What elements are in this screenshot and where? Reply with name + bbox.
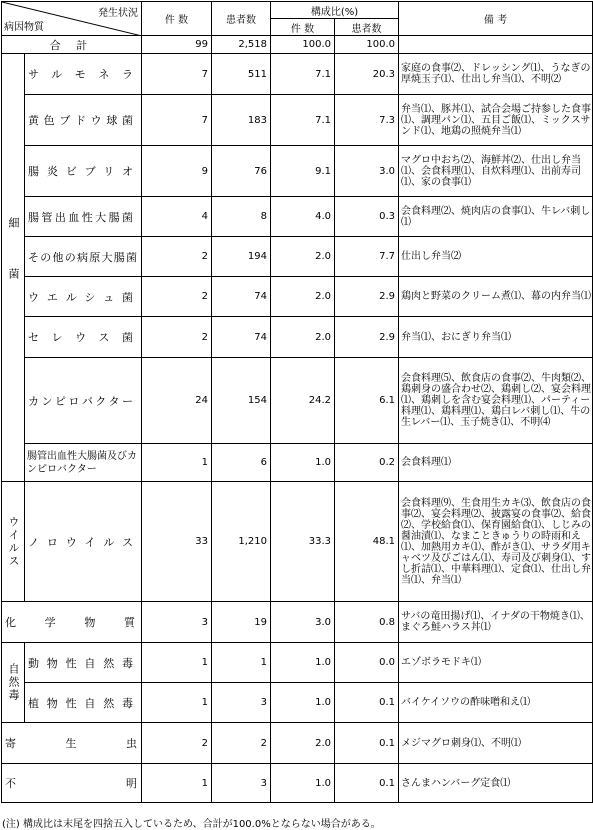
row-ratio-cases: 2.0 (271, 237, 335, 277)
row-name: 動物性自然毒 (25, 643, 142, 683)
group-bacteria: 細菌 (2, 54, 25, 482)
table-row (2, 197, 593, 237)
row-cases: 4 (142, 197, 212, 237)
row-patients: 3 (212, 764, 271, 803)
row-note: 会食料理⑼、生食用生カキ⑶、飲食店の食事⑵、宴会料理⑵、披露宴の食事⑵、給食⑵、学校給食⑴、保育園給食⑴、しじみの醤油漬⑴、なまこときゅうりの時雨和え⑴、加熱用カキ⑴、酢がき⑴、サラダ用キャベツ及びごはん⑴、寿司及び刺身⑴、すし折詰⑴、中華料理⑴、定食⑴、仕出し弁当⑴、弁当⑴ (399, 482, 593, 602)
row-name: カンピロバクター (25, 358, 142, 444)
row-ratio-cases: 1.0 (271, 444, 335, 482)
row-note: 弁当⑴、おにぎり弁当⑴ (399, 317, 593, 358)
row-ratio-patients: 0.1 (335, 723, 399, 764)
row-name: 腸管出血性大腸菌 (25, 197, 142, 237)
header-diagonal-cell (2, 2, 142, 36)
header-ratio-cases: 件 数 (271, 19, 335, 36)
total-cases: 99 (142, 36, 212, 54)
row-cases: 3 (142, 602, 212, 643)
row-patients: 194 (212, 237, 271, 277)
row-ratio-patients: 48.1 (335, 482, 399, 602)
group-natural-toxin: 自然毒 (2, 643, 25, 723)
row-note: 弁当⑴、豚丼⑴、試合会場ご持参した食事⑴、調理パン⑴、五目ご飯⑴、ミックスサンド⑴、地鶏の照焼弁当⑴ (399, 95, 593, 146)
row-ratio-patients: 0.3 (335, 197, 399, 237)
row-note: マグロ中おち⑵、海鮮丼⑵、仕出し弁当⑴、会食料理⑴、自炊料理⑴、出前寿司⑴、家の食事⑴ (399, 146, 593, 197)
group-unknown: 不 明 (2, 764, 142, 803)
row-name: セレウス菌 (25, 317, 142, 358)
table-row (2, 358, 593, 444)
row-note: メジマグロ刺身⑴、不明⑴ (399, 723, 593, 764)
row-ratio-cases: 4.0 (271, 197, 335, 237)
row-cases: 1 (142, 683, 212, 723)
row-patients: 19 (212, 602, 271, 643)
row-ratio-patients: 0.1 (335, 683, 399, 723)
row-note: 会食料理⑸、飲食店の食事⑵、牛肉類⑵、鶏刺身の盛合わせ⑵、鶏刺し⑵、宴会料理⑴、鶏刺しを含む宴会料理⑴、パーティー料理⑴、鶏料理⑴、鶏白レバ刺し⑴、牛の生レバー⑴、玉子焼き⑴、不明⑷ (399, 358, 593, 444)
table-row (2, 95, 593, 146)
table-row (2, 683, 593, 723)
row-cases: 9 (142, 146, 212, 197)
row-ratio-patients: 20.3 (335, 54, 399, 95)
table-row (2, 764, 593, 803)
row-ratio-cases: 2.0 (271, 277, 335, 317)
row-ratio-patients: 7.7 (335, 237, 399, 277)
footnote: (注) 構成比は末尾を四捨五入しているため、合計が100.0%とならない場合がある。 (2, 819, 381, 830)
row-ratio-cases: 33.3 (271, 482, 335, 602)
total-patients: 2,518 (212, 36, 271, 54)
row-patients: 183 (212, 95, 271, 146)
row-patients: 6 (212, 444, 271, 482)
row-ratio-patients: 3.0 (335, 146, 399, 197)
row-patients: 2 (212, 723, 271, 764)
row-ratio-cases: 7.1 (271, 95, 335, 146)
table-row (2, 317, 593, 358)
table-row (2, 237, 593, 277)
row-ratio-patients: 0.0 (335, 643, 399, 683)
total-note (399, 36, 593, 54)
header-situation: 発生状況 (98, 8, 138, 19)
group-chemical: 化 学 物 質 (2, 602, 142, 643)
table-row (2, 602, 593, 643)
row-ratio-cases: 2.0 (271, 723, 335, 764)
row-ratio-cases: 1.0 (271, 683, 335, 723)
row-note: 仕出し弁当⑵ (399, 237, 593, 277)
row-patients: 76 (212, 146, 271, 197)
row-note: バイケイソウの酢味噌和え⑴ (399, 683, 593, 723)
statistics-table (1, 1, 593, 803)
group-parasite: 寄 生 虫 (2, 723, 142, 764)
row-cases: 1 (142, 643, 212, 683)
row-patients: 74 (212, 317, 271, 358)
row-ratio-patients: 7.3 (335, 95, 399, 146)
row-ratio-patients: 0.2 (335, 444, 399, 482)
row-note: 会食料理⑴ (399, 444, 593, 482)
row-patients: 154 (212, 358, 271, 444)
row-ratio-cases: 2.0 (271, 317, 335, 358)
group-virus: ウイルス (2, 482, 25, 602)
row-patients: 8 (212, 197, 271, 237)
table-row (2, 643, 593, 683)
total-row (2, 36, 593, 54)
row-ratio-cases: 24.2 (271, 358, 335, 444)
row-patients: 1,210 (212, 482, 271, 602)
row-name: 黄色ブドウ球菌 (25, 95, 142, 146)
table-row (2, 277, 593, 317)
row-note: 鶏肉と野菜のクリーム煮⑴、幕の内弁当⑴ (399, 277, 593, 317)
row-cases: 33 (142, 482, 212, 602)
header-ratio-patients: 患者数 (335, 19, 399, 36)
row-ratio-cases: 1.0 (271, 764, 335, 803)
row-ratio-patients: 0.1 (335, 764, 399, 803)
row-name: ウエルシュ菌 (25, 277, 142, 317)
row-patients: 511 (212, 54, 271, 95)
row-ratio-cases: 3.0 (271, 602, 335, 643)
table-row (2, 482, 593, 602)
row-cases: 7 (142, 95, 212, 146)
row-name: その他の病原大腸菌 (25, 237, 142, 277)
row-note: サバの竜田揚げ⑴、イナダの干物焼き⑴、まぐろ鮭ハラス丼⑴ (399, 602, 593, 643)
row-ratio-patients: 2.9 (335, 277, 399, 317)
row-patients: 1 (212, 643, 271, 683)
row-cases: 2 (142, 723, 212, 764)
row-ratio-cases: 1.0 (271, 643, 335, 683)
header-cases: 件 数 (142, 2, 212, 36)
row-cases: 1 (142, 764, 212, 803)
row-ratio-patients: 6.1 (335, 358, 399, 444)
row-patients: 3 (212, 683, 271, 723)
total-ratio-cases: 100.0 (271, 36, 335, 54)
row-cases: 2 (142, 237, 212, 277)
header-patients: 患者数 (212, 2, 271, 36)
row-name: サルモネラ (25, 54, 142, 95)
table-row (2, 444, 593, 482)
row-note: エゾボラモドキ⑴ (399, 643, 593, 683)
row-ratio-patients: 2.9 (335, 317, 399, 358)
row-ratio-cases: 7.1 (271, 54, 335, 95)
row-name: ノロウイルス (25, 482, 142, 602)
table-row (2, 723, 593, 764)
header-ratio: 構成比(%) (271, 2, 399, 19)
total-ratio-patients: 100.0 (335, 36, 399, 54)
row-ratio-cases: 9.1 (271, 146, 335, 197)
row-cases: 2 (142, 317, 212, 358)
row-name: 腸管出血性大腸菌及びカンピロバクター (25, 444, 142, 482)
row-cases: 24 (142, 358, 212, 444)
table-row (2, 146, 593, 197)
header-remarks: 備 考 (399, 2, 593, 36)
row-ratio-patients: 0.8 (335, 602, 399, 643)
total-label: 合 計 (2, 36, 142, 54)
row-name: 腸炎ビブリオ (25, 146, 142, 197)
food-poisoning-table-sheet (1, 1, 593, 803)
row-note: さんまハンバーグ定食⑴ (399, 764, 593, 803)
row-name: 植物性自然毒 (25, 683, 142, 723)
row-note: 家庭の食事⑵、ドレッシング⑴、うなぎの厚焼玉子⑴、仕出し弁当⑴、不明⑵ (399, 54, 593, 95)
row-cases: 7 (142, 54, 212, 95)
row-patients: 74 (212, 277, 271, 317)
row-cases: 1 (142, 444, 212, 482)
header-agent: 病因物質 (4, 22, 44, 33)
row-note: 会食料理⑵、焼肉店の食事⑴、牛レバ刺し⑴ (399, 197, 593, 237)
table-row (2, 54, 593, 95)
row-cases: 2 (142, 277, 212, 317)
